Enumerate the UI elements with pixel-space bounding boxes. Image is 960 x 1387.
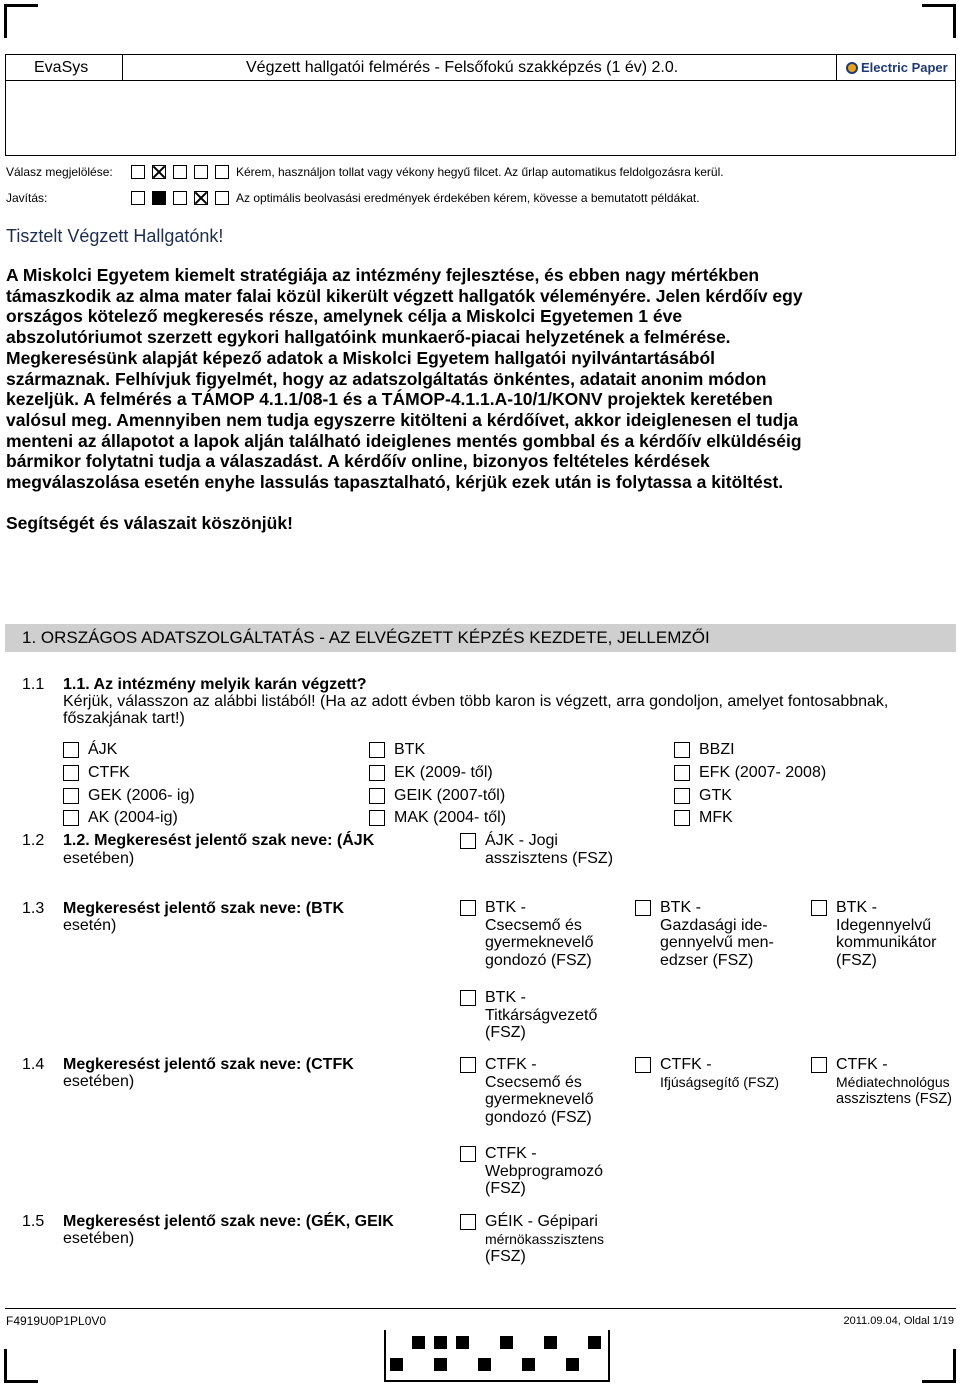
option-label-line: BTK - <box>660 899 701 916</box>
option-label-line: Csecsemő és <box>485 916 582 934</box>
scan-code-marks <box>384 1330 610 1382</box>
intro-line: származnak. Felhívjuk figyelmét, hogy az adatszolgáltatás önkéntes, adatait anonim módon <box>6 368 767 389</box>
option-checkbox[interactable] <box>635 1057 651 1073</box>
option-checkbox[interactable] <box>460 990 476 1006</box>
option-label <box>836 899 936 969</box>
fix-label: Javítás: <box>6 191 48 205</box>
option-label <box>485 989 597 1042</box>
option-label-line: CTFK - <box>485 1145 537 1162</box>
intro-paragraph <box>6 265 956 493</box>
option-label <box>485 899 594 969</box>
option-label: EK (2009- től) <box>394 764 493 781</box>
option-label: GTK <box>699 787 732 804</box>
option-checkbox[interactable] <box>460 1214 476 1230</box>
option-label-line: CTFK - <box>836 1056 888 1073</box>
logo-icon <box>846 62 858 74</box>
option-label-line: CTFK - <box>485 1056 537 1073</box>
option-label <box>485 1213 604 1266</box>
option-label-line: BTK - <box>836 899 877 916</box>
electric-paper-logo <box>846 59 948 76</box>
page-info: 2011.09.04, Oldal 1/19 <box>843 1315 954 1327</box>
option-label-line: Idegennyelvű <box>836 916 932 934</box>
option-label-line: asszisztens (FSZ) <box>485 849 614 867</box>
option-label <box>485 832 613 867</box>
question-title-cont: esetén) <box>63 917 117 934</box>
example-checkbox-empty <box>215 165 229 179</box>
option-label-line: Médiatechnológus <box>836 1073 950 1090</box>
intro-line: országos kötelező megkeresés része, amelynek célja a Miskolci Egyetemen 1 éve <box>6 306 683 327</box>
option-label: EFK (2007- 2008) <box>699 764 827 781</box>
fix-instruction: Az optimális beolvasási eredmények érdekében kérem, kövesse a bemutatott példákat. <box>236 191 700 205</box>
question-title: Megkeresést jelentő szak neve: (GÉK, GEIK <box>63 1213 394 1230</box>
option-label-line: (FSZ) <box>836 951 877 969</box>
intro-line: valósul meg. Amennyiben nem tudja egyszerre kitölteni a kérdőívet, akkor ideiglenesen el tudja <box>6 409 798 430</box>
option-checkbox[interactable] <box>811 900 827 916</box>
question-number: 1.3 <box>22 900 45 917</box>
mark-instruction: Kérem, használjon tollat vagy vékony hegyű filcet. Az űrlap automatikus feldolgozásra kerül. <box>236 165 724 179</box>
option-label-line: Csecsemő és <box>485 1073 582 1091</box>
example-checkbox-filled <box>152 191 166 205</box>
option-checkbox[interactable] <box>635 900 651 916</box>
intro-line: abszolutóriumot szerzett egykori hallgatóink munkaerő-piacai helyzetének a felmérése. <box>6 327 731 348</box>
option-label-line: (FSZ) <box>485 1024 526 1041</box>
option-label <box>836 1056 952 1109</box>
option-checkbox[interactable] <box>674 788 690 804</box>
question-subtext: Kérjük, válasszon az alábbi listából! (Ha az adott évben több karon is végzett, arra gondoljon, amelyet fontosabbnak, <box>63 693 889 710</box>
mark-label: Válasz megjelölése: <box>6 165 113 179</box>
option-label-line: ÁJK - Jogi <box>485 832 558 849</box>
option-checkbox[interactable] <box>460 833 476 849</box>
option-checkbox[interactable] <box>369 742 385 758</box>
logo-text: Electric Paper <box>861 60 948 75</box>
option-label: GEK (2006- ig) <box>88 787 195 804</box>
question-title: 1.1. Az intézmény melyik karán végzett? <box>63 676 367 693</box>
option-checkbox[interactable] <box>369 810 385 826</box>
option-checkbox[interactable] <box>674 742 690 758</box>
example-checkbox-empty <box>131 165 145 179</box>
intro-line: kezeljük. A felmérés a TÁMOP 4.1.1/08-1 és a TÁMOP-4.1.1.A-10/1/KONV projektek keretében <box>6 389 773 410</box>
option-checkbox[interactable] <box>460 1146 476 1162</box>
intro-line: A Miskolci Egyetem kiemelt stratégiája az intézmény fejlesztése, és ebben nagy mértékben <box>6 265 760 285</box>
option-label-line: Webprogramozó <box>485 1162 603 1180</box>
example-checkbox-crossed <box>194 191 208 205</box>
example-checkbox-empty <box>173 191 187 205</box>
option-label <box>660 1056 779 1091</box>
question-title: Megkeresést jelentő szak neve: (CTFK <box>63 1056 354 1073</box>
question-number: 1.1 <box>22 676 45 693</box>
scan-code <box>384 1330 610 1382</box>
corner-mark-bottom-right <box>922 1349 956 1383</box>
option-label: AK (2004-ig) <box>88 809 178 826</box>
intro-line: megválaszolása esetén enyhe lassulás tapasztalható, kérjük ezek után is folytassa a kitöltést. <box>6 472 784 493</box>
intro-line: menteni az állapotot a lapok alján található ideiglenes mentés gombbal és a kérdőív elküldéséig <box>6 430 802 451</box>
option-label-line: Gazdasági ide- <box>660 916 768 934</box>
corner-mark-bottom-left <box>4 1349 38 1383</box>
option-label-line: kommunikátor <box>836 934 937 951</box>
option-label: GEIK (2007-től) <box>394 787 506 804</box>
option-label <box>485 1056 594 1126</box>
product-name: EvaSys <box>34 59 89 76</box>
option-label-line: gondozó (FSZ) <box>485 1108 592 1126</box>
example-checkbox-empty <box>173 165 187 179</box>
intro-line: támaszkodik az alma mater falai közül kikerült végzett hallgatók véleményére. Jelen kérdőív egy <box>6 285 803 306</box>
section-title: 1. ORSZÁGOS ADATSZOLGÁLTATÁS - AZ ELVÉGZETT KÉPZÉS KEZDETE, JELLEMZŐI <box>22 628 710 647</box>
question-title-cont: esetében) <box>63 1230 135 1247</box>
option-checkbox[interactable] <box>63 810 79 826</box>
option-label: ÁJK <box>88 741 118 758</box>
option-checkbox[interactable] <box>63 742 79 758</box>
option-checkbox[interactable] <box>460 900 476 916</box>
option-label-line: GÉIK - Gépipari <box>485 1213 598 1230</box>
intro-line: Megkeresésünk alapját képező adatok a Miskolci Egyetem hallgatói nyilvántartásából <box>6 347 716 368</box>
option-label: MFK <box>699 809 733 826</box>
example-checkbox-empty <box>194 165 208 179</box>
corner-mark-top-left <box>4 4 38 38</box>
question-title: 1.2. Megkeresést jelentő szak neve: (ÁJK <box>63 832 375 849</box>
option-label-line: gyermeknevelő <box>485 934 594 951</box>
greeting: Tisztelt Végzett Hallgatónk! <box>6 226 224 246</box>
option-label-line: edzser (FSZ) <box>660 951 754 969</box>
option-label-line: gondozó (FSZ) <box>485 951 592 969</box>
option-checkbox[interactable] <box>369 788 385 804</box>
header-divider <box>5 80 956 81</box>
option-label-line: mérnökasszisztens <box>485 1230 605 1247</box>
option-label-line: BTK - <box>485 899 526 916</box>
thanks: Segítségét és válaszait köszönjük! <box>6 513 293 533</box>
option-label-line: CTFK - <box>660 1056 712 1073</box>
option-checkbox[interactable] <box>811 1057 827 1073</box>
option-label-line: Titkárságvezető <box>485 1006 598 1024</box>
footer-rule <box>5 1308 956 1309</box>
question-title-cont: esetében) <box>63 850 135 867</box>
option-label-line: gennyelvű men- <box>660 934 774 951</box>
question-subtext: főszakjának tart!) <box>63 710 185 727</box>
option-label-line: (FSZ) <box>485 1248 526 1265</box>
option-checkbox[interactable] <box>369 765 385 781</box>
question-number: 1.2 <box>22 832 45 849</box>
option-label <box>660 899 774 969</box>
header-col-divider-2 <box>836 54 837 80</box>
example-checkbox-crossed <box>152 165 166 179</box>
option-label: BBZI <box>699 741 735 758</box>
option-label-line: gyermeknevelő <box>485 1091 594 1108</box>
option-checkbox[interactable] <box>674 810 690 826</box>
question-number: 1.4 <box>22 1056 45 1073</box>
form-title: Végzett hallgatói felmérés - Felsőfokú szakképzés (1 év) 2.0. <box>246 59 679 76</box>
option-label-line: (FSZ) <box>485 1180 526 1197</box>
option-label-line: BTK - <box>485 989 526 1006</box>
option-label-line: asszisztens (FSZ) <box>836 1091 953 1107</box>
intro-line: bármikor folytatni tudja a válaszadást. A kérdőív online, bizonyos feltételes kérdések <box>6 451 710 472</box>
question-title-cont: esetében) <box>63 1073 135 1090</box>
example-checkbox-empty <box>131 191 145 205</box>
option-checkbox[interactable] <box>63 765 79 781</box>
corner-mark-top-right <box>922 4 956 38</box>
header-col-divider-1 <box>122 54 123 80</box>
example-checkbox-empty <box>215 191 229 205</box>
question-title: Megkeresést jelentő szak neve: (BTK <box>63 900 344 917</box>
form-id: F4919U0P1PL0V0 <box>6 1314 107 1328</box>
option-checkbox[interactable] <box>674 765 690 781</box>
option-checkbox[interactable] <box>63 788 79 804</box>
option-label: MAK (2004- től) <box>394 809 507 826</box>
option-checkbox[interactable] <box>460 1057 476 1073</box>
option-label <box>485 1145 603 1198</box>
option-label: CTFK <box>88 764 130 781</box>
question-number: 1.5 <box>22 1213 45 1230</box>
option-label: BTK <box>394 741 426 758</box>
option-label-line: Ifjúságsegítő (FSZ) <box>660 1073 780 1090</box>
